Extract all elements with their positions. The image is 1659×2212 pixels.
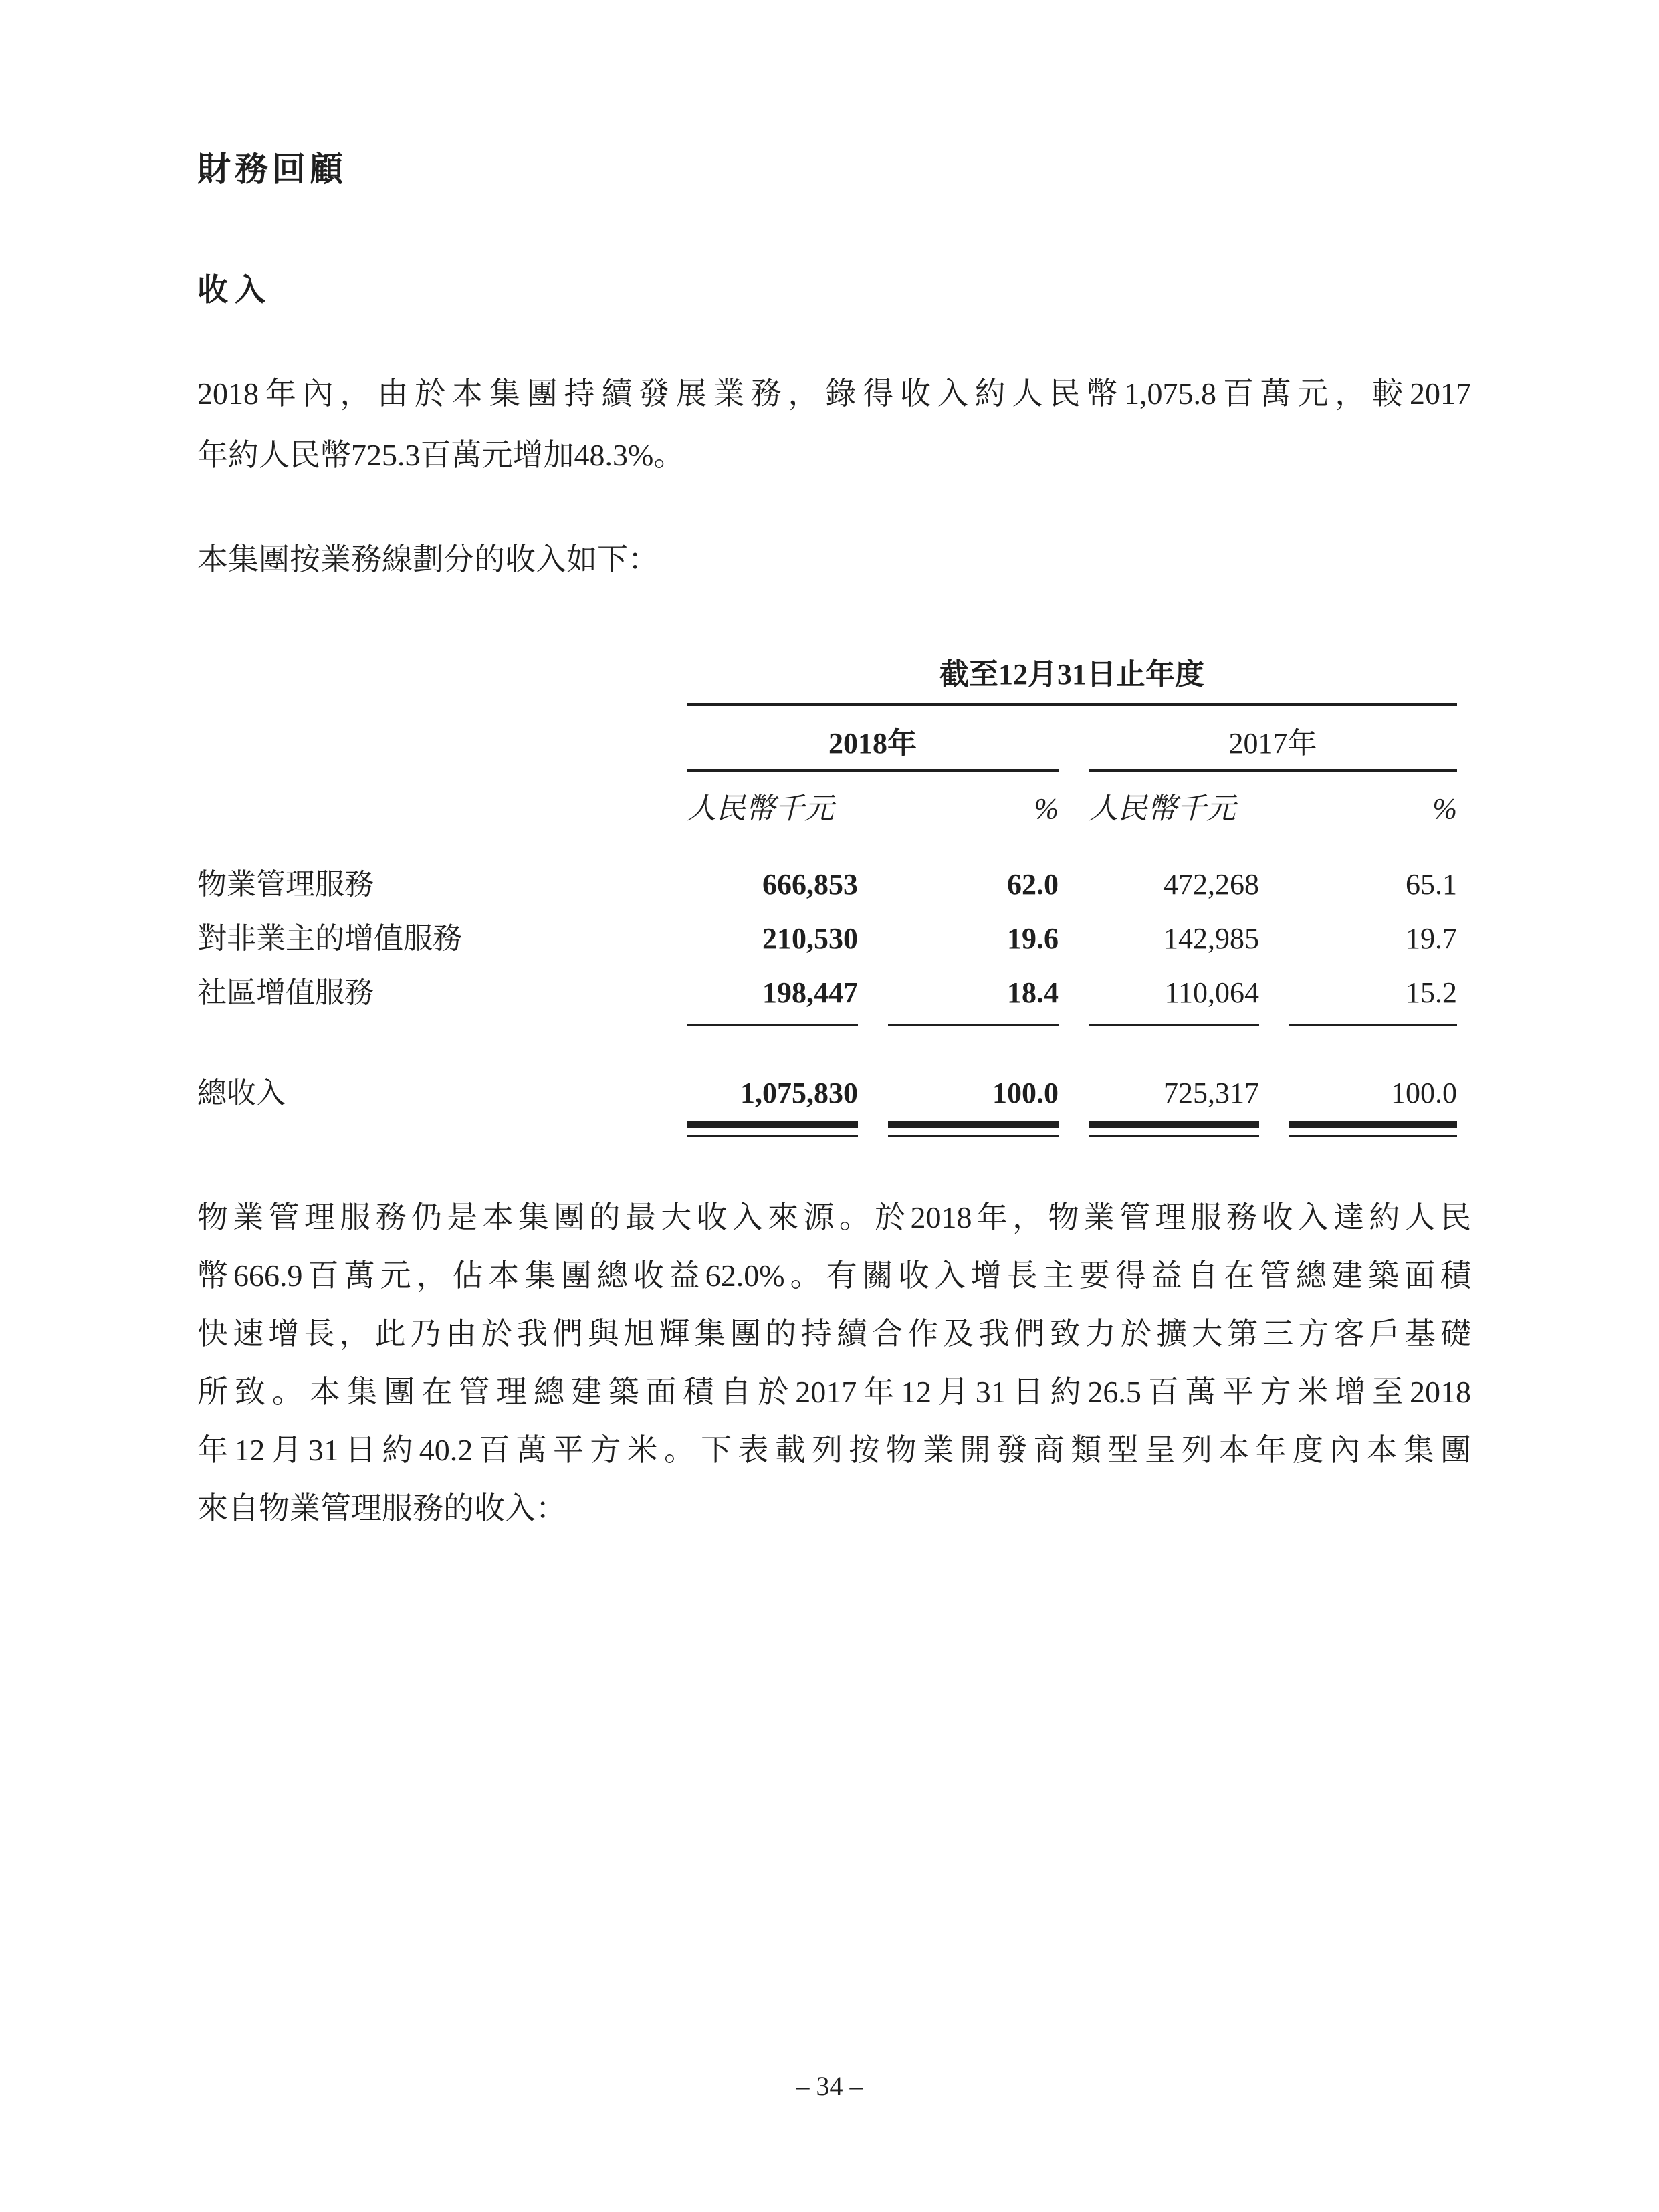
percent-2017: 65.1 [1406,868,1457,901]
percent-2017: 19.7 [1406,922,1457,955]
total-percent-2017: 100.0 [1391,1077,1457,1109]
value-2018: 210,530 [762,922,858,955]
table-total-rule-row [197,1121,1471,1137]
total-percent-2018: 100.0 [992,1077,1059,1109]
unit-header-2017: 人民幣千元 [1089,792,1236,825]
percent-2017: 15.2 [1406,976,1457,1009]
value-2018: 666,853 [762,868,858,901]
percent-2018: 62.0 [1007,868,1059,901]
text-line: 來自物業管理服務的收入： [197,1491,566,1525]
text-line: 物業管理服務仍是本集團的最大收入來源。於2018年，物業管理服務收入達約人民 [197,1200,1471,1234]
unit-header-2018: 人民幣千元 [687,792,834,825]
percent-header-2017: % [1432,792,1457,825]
year-header-2017: 2017年 [1089,726,1457,772]
percent-2018: 18.4 [1007,976,1059,1009]
text-line: 所致。本集團在管理總建築面積自於2017年12月31日約26.5百萬平方米增至2018 [197,1375,1471,1409]
table-row-community-value-added [197,966,1471,1020]
paragraph-revenue-overview [197,363,1471,486]
page-number: – 34 – [796,2071,863,2101]
row-label: 對非業主的增值服務 [197,922,462,955]
table-year-header-row [197,726,1471,772]
percent-header-2018: % [1034,792,1059,825]
text-line: 快速增長，此乃由於我們與旭輝集團的持續合作及我們致力於擴大第三方客戶基礎 [197,1317,1471,1351]
row-label: 社區增值服務 [197,976,374,1009]
row-label: 物業管理服務 [197,868,374,901]
value-2017: 142,985 [1164,922,1259,955]
paragraph-table-intro [197,529,1471,590]
double-rule [687,1121,858,1137]
text-line: 幣666.9百萬元，佔本集團總收益62.0%。有關收入增長主要得益自在管總建築面積 [197,1258,1471,1293]
total-label: 總收入 [197,1077,286,1109]
total-value-2017: 725,317 [1164,1077,1259,1109]
revenue-by-business-line-table [197,657,1471,1137]
double-rule [1089,1121,1259,1137]
single-rule [687,1024,858,1026]
value-2017: 472,268 [1164,868,1259,901]
double-rule [1289,1121,1457,1137]
table-unit-header-row [197,792,1471,826]
text-line: 年12月31日約40.2百萬平方米。下表載列按物業開發商類型呈列本年度內本集團 [197,1433,1471,1467]
double-rule [888,1121,1059,1137]
text-line: 2018年內，由於本集團持續發展業務，錄得收入約人民幣1,075.8百萬元，較2017 [197,376,1471,411]
table-row-total-revenue [197,1075,1471,1112]
paragraph-property-management-detail [197,1188,1471,1537]
percent-2018: 19.6 [1007,922,1059,955]
text-line: 本集團按業務線劃分的收入如下： [197,542,659,576]
table-row-value-added-non-owners [197,911,1471,966]
section-heading-revenue: 收入 [197,272,272,307]
single-rule [1089,1024,1259,1026]
text-line: 年約人民幣725.3百萬元增加48.3%。 [197,438,685,472]
page-content [197,0,1471,1537]
total-value-2018: 1,075,830 [740,1077,858,1109]
table-period-header-row [197,657,1471,706]
year-header-2018: 2018年 [687,726,1059,772]
value-2018: 198,447 [762,976,858,1009]
single-rule [1289,1024,1457,1026]
single-rule [888,1024,1059,1026]
table-row-property-management [197,857,1471,911]
period-header: 截至12月31日止年度 [687,657,1457,706]
table-subtotal-rule-row [197,1024,1471,1026]
value-2017: 110,064 [1164,976,1259,1009]
page-title: 財務回顧 [197,150,347,188]
